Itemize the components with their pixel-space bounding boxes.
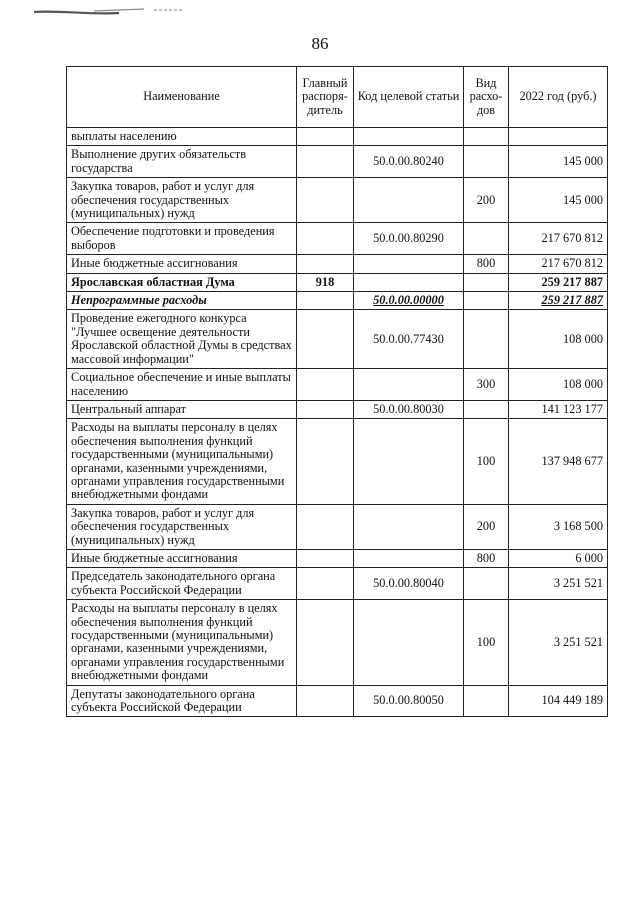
table-row [67,255,608,273]
cell-kind [464,400,509,418]
cell-kind [464,223,509,255]
cell-amount: 6 000 [509,549,608,567]
cell-name: выплаты населению [67,128,297,146]
cell-code: 50.0.00.77430 [354,310,464,369]
cell-amount: 217 670 812 [509,223,608,255]
cell-kind: 800 [464,255,509,273]
cell-name: Депутаты законодательного органа субъекта Российской Федерации [67,685,297,717]
page-number: 86 [311,34,329,53]
table-row [67,292,608,310]
header-kind: Вид расхо-дов [464,67,509,128]
cell-kind [464,310,509,369]
cell-code: 50.0.00.80240 [354,146,464,178]
cell-admin [297,504,354,549]
cell-amount: 141 123 177 [509,400,608,418]
scan-artifact [34,6,184,18]
cell-name: Обеспечение подготовки и проведения выборов [67,223,297,255]
header-amount: 2022 год (руб.) [509,67,608,128]
cell-kind: 100 [464,419,509,504]
cell-kind [464,292,509,310]
cell-name: Иные бюджетные ассигнования [67,549,297,567]
cell-kind [464,273,509,291]
cell-code: 50.0.00.00000 [354,292,464,310]
cell-amount: 3 251 521 [509,568,608,600]
cell-admin [297,600,354,685]
cell-amount: 145 000 [509,178,608,223]
cell-amount: 259 217 887 [509,292,608,310]
cell-kind [464,568,509,600]
cell-name: Расходы на выплаты персоналу в целях обеспечения выполнения функций государственными (муниципальными) органами, казенными учреждениями, органами управления государственными внебюджетными фондами [67,600,297,685]
cell-amount: 108 000 [509,310,608,369]
table-row [67,310,608,369]
cell-kind: 200 [464,504,509,549]
table-row [67,600,608,685]
table-row [67,504,608,549]
cell-admin [297,685,354,717]
cell-admin [297,255,354,273]
cell-admin [297,128,354,146]
cell-code [354,369,464,401]
cell-amount [509,128,608,146]
cell-admin [297,146,354,178]
header-name: Наименование [67,67,297,128]
cell-admin [297,292,354,310]
cell-amount: 145 000 [509,146,608,178]
table-header-row [67,67,608,128]
table-row [67,128,608,146]
cell-name: Председатель законодательного органа субъекта Российской Федерации [67,568,297,600]
cell-kind: 100 [464,600,509,685]
cell-code [354,419,464,504]
cell-code [354,178,464,223]
cell-amount: 259 217 887 [509,273,608,291]
cell-amount: 108 000 [509,369,608,401]
cell-name: Выполнение других обязательств государства [67,146,297,178]
cell-amount: 3 251 521 [509,600,608,685]
cell-kind [464,685,509,717]
cell-admin [297,400,354,418]
budget-table [66,66,608,717]
cell-name: Закупка товаров, работ и услуг для обеспечения государственных (муниципальных) нужд [67,178,297,223]
cell-name: Центральный аппарат [67,400,297,418]
table-row [67,685,608,717]
cell-code [354,128,464,146]
cell-code: 50.0.00.80050 [354,685,464,717]
cell-name: Проведение ежегодного конкурса "Лучшее освещение деятельности Ярославской областной Думы в средствах массовой информации" [67,310,297,369]
cell-name: Ярославская областная Дума [67,273,297,291]
cell-code [354,273,464,291]
cell-amount: 104 449 189 [509,685,608,717]
cell-admin [297,310,354,369]
cell-name: Социальное обеспечение и иные выплаты населению [67,369,297,401]
cell-code [354,600,464,685]
header-admin: Главный распоря-дитель [297,67,354,128]
cell-admin [297,369,354,401]
cell-code [354,549,464,567]
cell-admin [297,419,354,504]
cell-kind [464,146,509,178]
cell-amount: 3 168 500 [509,504,608,549]
table-row [67,400,608,418]
cell-admin [297,223,354,255]
header-code: Код целевой статьи [354,67,464,128]
cell-name: Закупка товаров, работ и услуг для обеспечения государственных (муниципальных) нужд [67,504,297,549]
table-row [67,549,608,567]
cell-amount: 217 670 812 [509,255,608,273]
cell-code [354,255,464,273]
cell-kind: 800 [464,549,509,567]
table-row [67,273,608,291]
cell-name: Расходы на выплаты персоналу в целях обеспечения выполнения функций государственными (муниципальными) органами, казенными учреждениями, органами управления государственными внебюджетными фондами [67,419,297,504]
table-row [67,146,608,178]
cell-admin [297,549,354,567]
table-row [67,419,608,504]
cell-amount: 137 948 677 [509,419,608,504]
cell-code: 50.0.00.80030 [354,400,464,418]
cell-name: Непрограммные расходы [67,292,297,310]
cell-code: 50.0.00.80040 [354,568,464,600]
cell-name: Иные бюджетные ассигнования [67,255,297,273]
table-row [67,369,608,401]
cell-kind [464,128,509,146]
cell-code [354,504,464,549]
cell-kind: 300 [464,369,509,401]
table-row [67,223,608,255]
cell-admin: 918 [297,273,354,291]
cell-admin [297,178,354,223]
table-row [67,178,608,223]
table-row [67,568,608,600]
cell-code: 50.0.00.80290 [354,223,464,255]
cell-admin [297,568,354,600]
cell-kind: 200 [464,178,509,223]
